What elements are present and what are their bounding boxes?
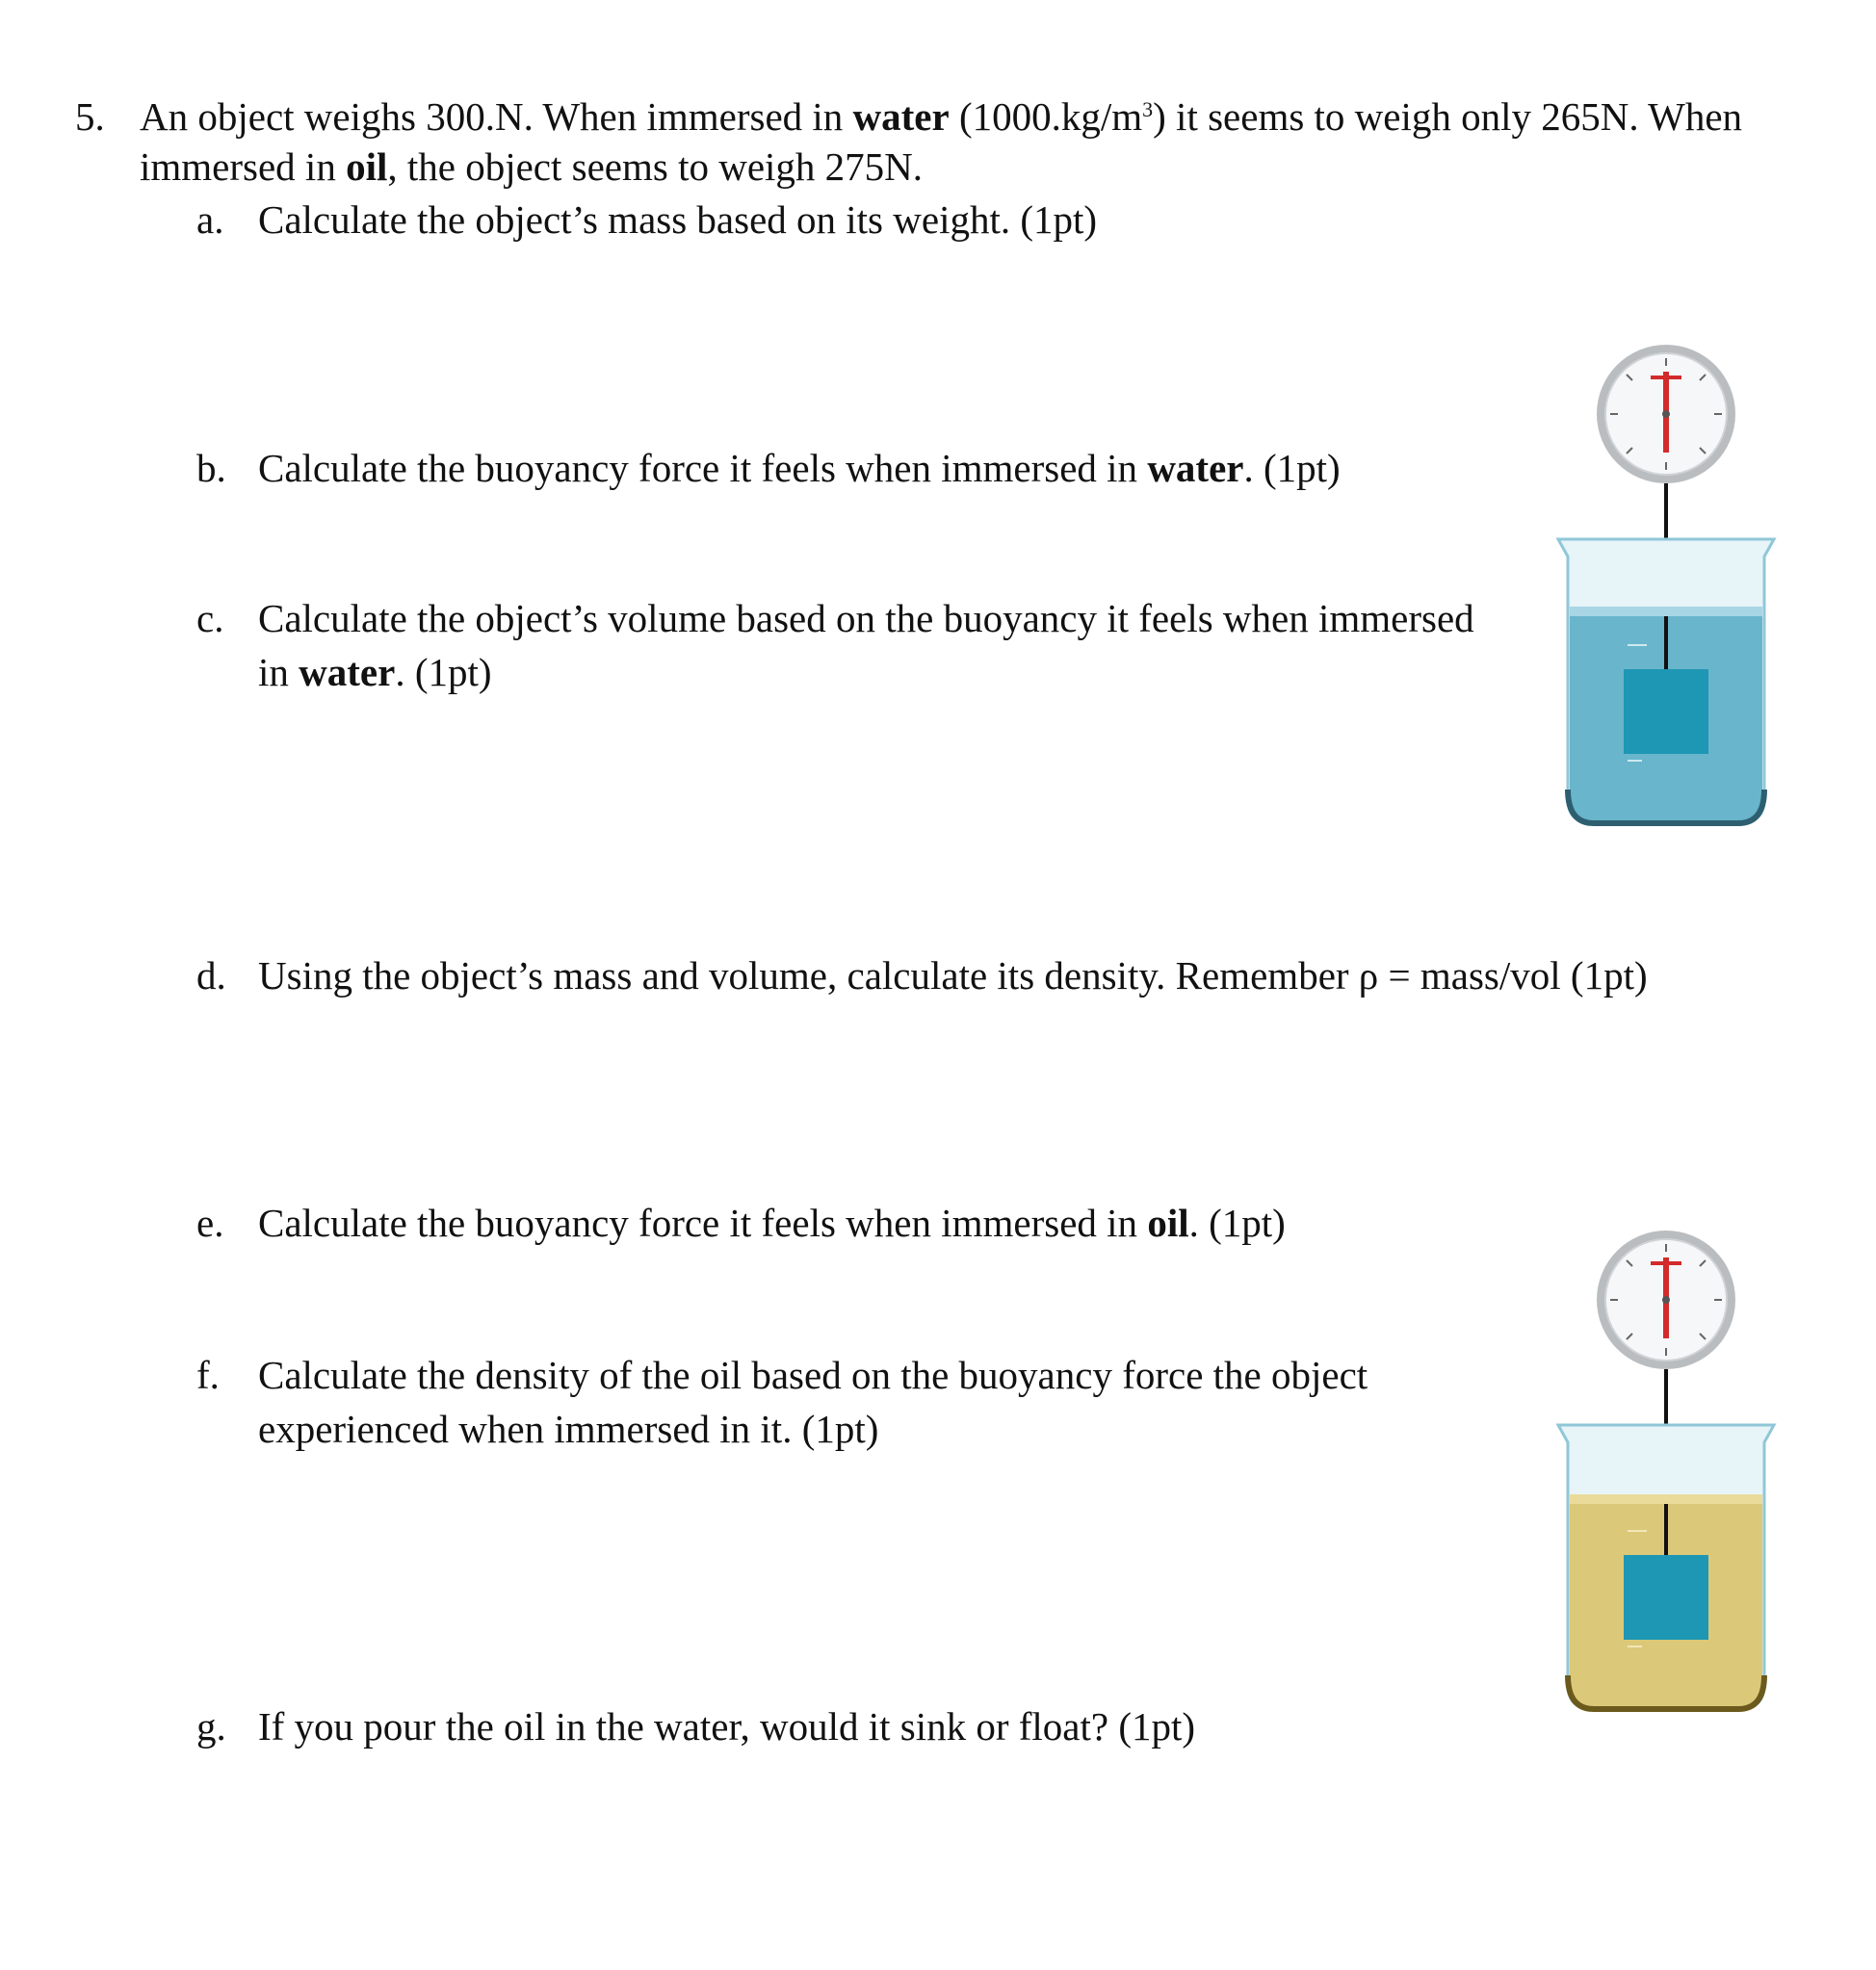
question-text	[140, 91, 1796, 192]
part-e	[196, 1196, 1448, 1254]
part-g	[196, 1699, 1448, 1757]
part-b-letter: b.	[196, 446, 226, 490]
water-beaker-figure	[1541, 337, 1791, 838]
part-b-text: Calculate the buoyancy force it feels when immersed in water. (1pt)	[258, 446, 1341, 490]
part-a	[196, 193, 1448, 250]
spring-scale-dial	[1597, 1231, 1735, 1369]
submerged-object	[1624, 669, 1708, 754]
spring-scale-dial	[1597, 345, 1735, 483]
part-f	[196, 1348, 1545, 1464]
oil-beaker-figure	[1541, 1223, 1791, 1724]
part-d	[196, 948, 1699, 1006]
part-e-text: Calculate the buoyancy force it feels when immersed in oil. (1pt)	[258, 1201, 1286, 1245]
part-c-text: Calculate the object’s volume based on the buoyancy it feels when immersed in water. (1pt)	[258, 596, 1474, 694]
part-d-letter: d.	[196, 953, 226, 998]
part-c-letter: c.	[196, 596, 224, 640]
question-number: 5.	[75, 94, 105, 139]
question-line-2: immersed in oil, the object seems to weigh 275N.	[140, 144, 924, 189]
part-g-text: If you pour the oil in the water, would it sink or float? (1pt)	[258, 1704, 1196, 1749]
submerged-object	[1624, 1555, 1708, 1640]
part-f-letter: f.	[196, 1353, 220, 1397]
question-line-1: An object weighs 300.N. When immersed in water $(1000.kg/m^3)$ it seems to weigh only 265N. When	[140, 94, 1743, 139]
part-b	[196, 441, 1448, 499]
part-e-letter: e.	[196, 1201, 224, 1245]
part-a-text: Calculate the object’s mass based on its weight. (1pt)	[258, 197, 1098, 242]
part-a-letter: a.	[196, 197, 224, 242]
part-g-letter: g.	[196, 1704, 226, 1749]
part-d-text: Using the object’s mass and volume, calculate its density. Remember ρ = mass/vol (1pt)	[258, 953, 1648, 998]
part-c	[196, 591, 1545, 707]
part-f-text: Calculate the density of the oil based on the buoyancy force the object experienced when immersed in it. (1pt)	[258, 1353, 1368, 1451]
